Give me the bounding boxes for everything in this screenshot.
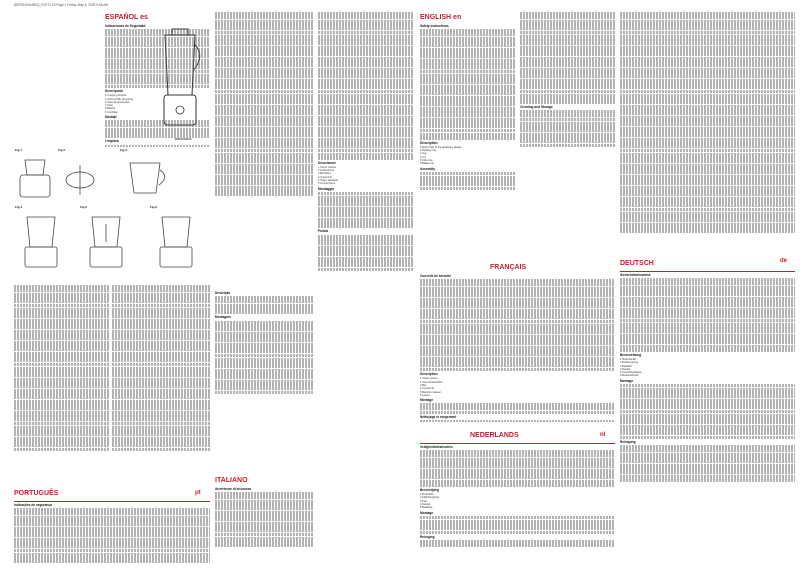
italian-section — [215, 475, 313, 570]
section-title-es: ESPAÑOL es — [105, 14, 148, 21]
figure-4-sketch — [15, 212, 70, 272]
de-part: 5 Verschlusskappe — [620, 371, 642, 375]
de-part: 1 Motorsockel — [620, 357, 637, 361]
nl-part: 4 Deksel — [420, 502, 431, 506]
german-section — [620, 258, 795, 568]
nl-safety-heading: Veiligheidsinstructies — [420, 445, 453, 449]
es-description-heading: Descripción — [105, 88, 124, 93]
portuguese-section — [14, 488, 210, 568]
fr-part: 3 Bol — [420, 383, 426, 387]
es-part: 3 Vaso de accesorios — [105, 100, 130, 104]
fr-part: 4 Couvercle — [420, 387, 434, 391]
en-part: 1 Main body of the appliance (base) — [420, 145, 462, 149]
figure-3-sketch — [120, 155, 180, 200]
figure-label-5: Fig.5 — [80, 205, 88, 209]
fr-description-heading: Description — [420, 372, 438, 377]
it-cleaning-heading: Pulizia — [318, 229, 329, 234]
pt-use-heading: Montagem — [215, 315, 231, 320]
pt-description-heading: Descrição — [215, 291, 231, 295]
english-section — [420, 12, 515, 262]
it-part: 1 Corpo motore — [318, 165, 337, 169]
nl-description-heading: Beschrijving — [420, 487, 440, 492]
en-part: 6 Blade unit — [420, 162, 434, 166]
figure-5-sketch — [80, 212, 135, 272]
es-cleaning-heading: Limpieza — [105, 139, 119, 144]
fr-part: 1 Socle moteur — [420, 377, 438, 381]
en-safety-heading: Safety Instructions — [420, 24, 449, 28]
section-title-pt: PORTUGUÊS — [14, 490, 59, 497]
figure-label-6: Fig.6 — [150, 205, 158, 209]
section-title-de: DEUTSCH — [620, 260, 654, 267]
es-use-heading: Montaje — [105, 114, 118, 119]
fr-safety-heading: Conseils de sécurité — [420, 274, 452, 278]
pt-continued — [215, 290, 313, 470]
it-part: 2 Guarnizione — [318, 169, 335, 173]
en-use-heading: Assembly — [420, 166, 436, 171]
en-cleaning-heading: Cleaning and Storage — [520, 105, 553, 110]
en-part: 4 Lid — [420, 155, 426, 159]
fr-part: 2 Joint d'étanchéité — [420, 380, 443, 384]
figure-1-sketch — [15, 155, 55, 200]
en-column-2 — [520, 12, 615, 262]
it-part: 6 Gruppo lame — [318, 182, 336, 186]
french-section — [420, 262, 615, 422]
de-description-heading: Beschreibung — [620, 352, 642, 357]
spanish-section — [105, 12, 210, 147]
figure-label-2: Fig.2 — [58, 148, 66, 152]
section-title-en: ENGLISH en — [420, 14, 462, 21]
es-safety-heading: Indicaciones de Seguridad — [105, 24, 146, 28]
figure-label-3: Fig.3 — [120, 148, 128, 152]
fr-right-column — [620, 12, 795, 252]
figure-label-1: Fig.1 — [15, 148, 23, 152]
it-part: 3 Bicchiere — [318, 172, 331, 176]
nl-cleaning-heading: Reiniging — [420, 534, 435, 539]
figure-6-sketch — [150, 212, 205, 272]
es-part: 4 Tapa — [105, 104, 113, 108]
nl-code: nl — [600, 432, 606, 438]
es-part: 2 Junta (Anillo de goma) — [105, 97, 134, 101]
figure-2-sketch — [60, 155, 100, 200]
fr-use-heading: Montage — [420, 398, 434, 403]
it-part: 5 Tappo dosatore — [318, 178, 338, 182]
en-description-heading: Description — [420, 140, 438, 145]
nl-part: 5 Maatdop — [420, 506, 433, 510]
de-cleaning-heading: Reinigung — [620, 439, 636, 444]
de-part: 4 Deckel — [620, 367, 631, 371]
de-part: 3 Behälter — [620, 364, 632, 368]
es-parts-list — [105, 94, 210, 114]
it-safety-heading: Avvertenze di sicurezza — [215, 487, 251, 491]
de-safety-heading: Sicherheitshinweise — [620, 273, 651, 277]
de-use-heading: Montage — [620, 378, 634, 383]
es-safety-text — [105, 29, 210, 88]
it-part: 4 Coperchio — [318, 175, 332, 179]
it-description-heading: Descrizione — [318, 160, 336, 165]
page-header: BDPEEU0A4BSQ_RS771.00 Page 1 Friday, May 8, 2009 9:38 AM — [14, 3, 108, 7]
pt-code: pt — [195, 490, 201, 496]
it-use-heading: Montaggio — [318, 186, 335, 191]
es-part: 5 Batidor — [105, 107, 116, 111]
fr-part: 5 Bouchon doseur — [420, 390, 442, 394]
nl-part: 2 Afdichtingsring — [420, 496, 440, 500]
figure-label-4: Fig.4 — [15, 205, 23, 209]
es-part: 1 Cuerpo principal — [105, 94, 127, 98]
es-continued-right — [112, 285, 210, 480]
de-code: de — [780, 258, 788, 264]
dutch-section — [420, 430, 615, 570]
de-part: 6 Messereinheit — [620, 374, 639, 378]
en-part: 5 Filler cap — [420, 159, 433, 163]
es-part: 6 Cuchillas — [105, 110, 118, 114]
pt-safety-heading: Indicações de segurança — [14, 503, 52, 507]
fr-cleaning-heading: Nettoyage et rangement — [420, 415, 457, 420]
model-number: BW0100E/S — [175, 137, 192, 141]
section-title-fr: FRANÇAIS — [490, 264, 527, 271]
en-part: 3 Jug — [420, 152, 427, 156]
section-title-it: ITALIANO — [215, 477, 248, 484]
de-part: 2 Dichtungsring — [620, 361, 639, 365]
nl-part: 1 Motorblok — [420, 493, 434, 497]
it-column — [318, 12, 413, 572]
nl-part: 3 Kan — [420, 499, 427, 503]
es-continued-left — [14, 285, 109, 480]
en-part: 2 Sealing ring — [420, 149, 436, 153]
fr-part: 6 Lames — [420, 393, 430, 397]
nl-use-heading: Montage — [420, 510, 434, 515]
section-title-nl: NEDERLANDS — [470, 432, 519, 439]
